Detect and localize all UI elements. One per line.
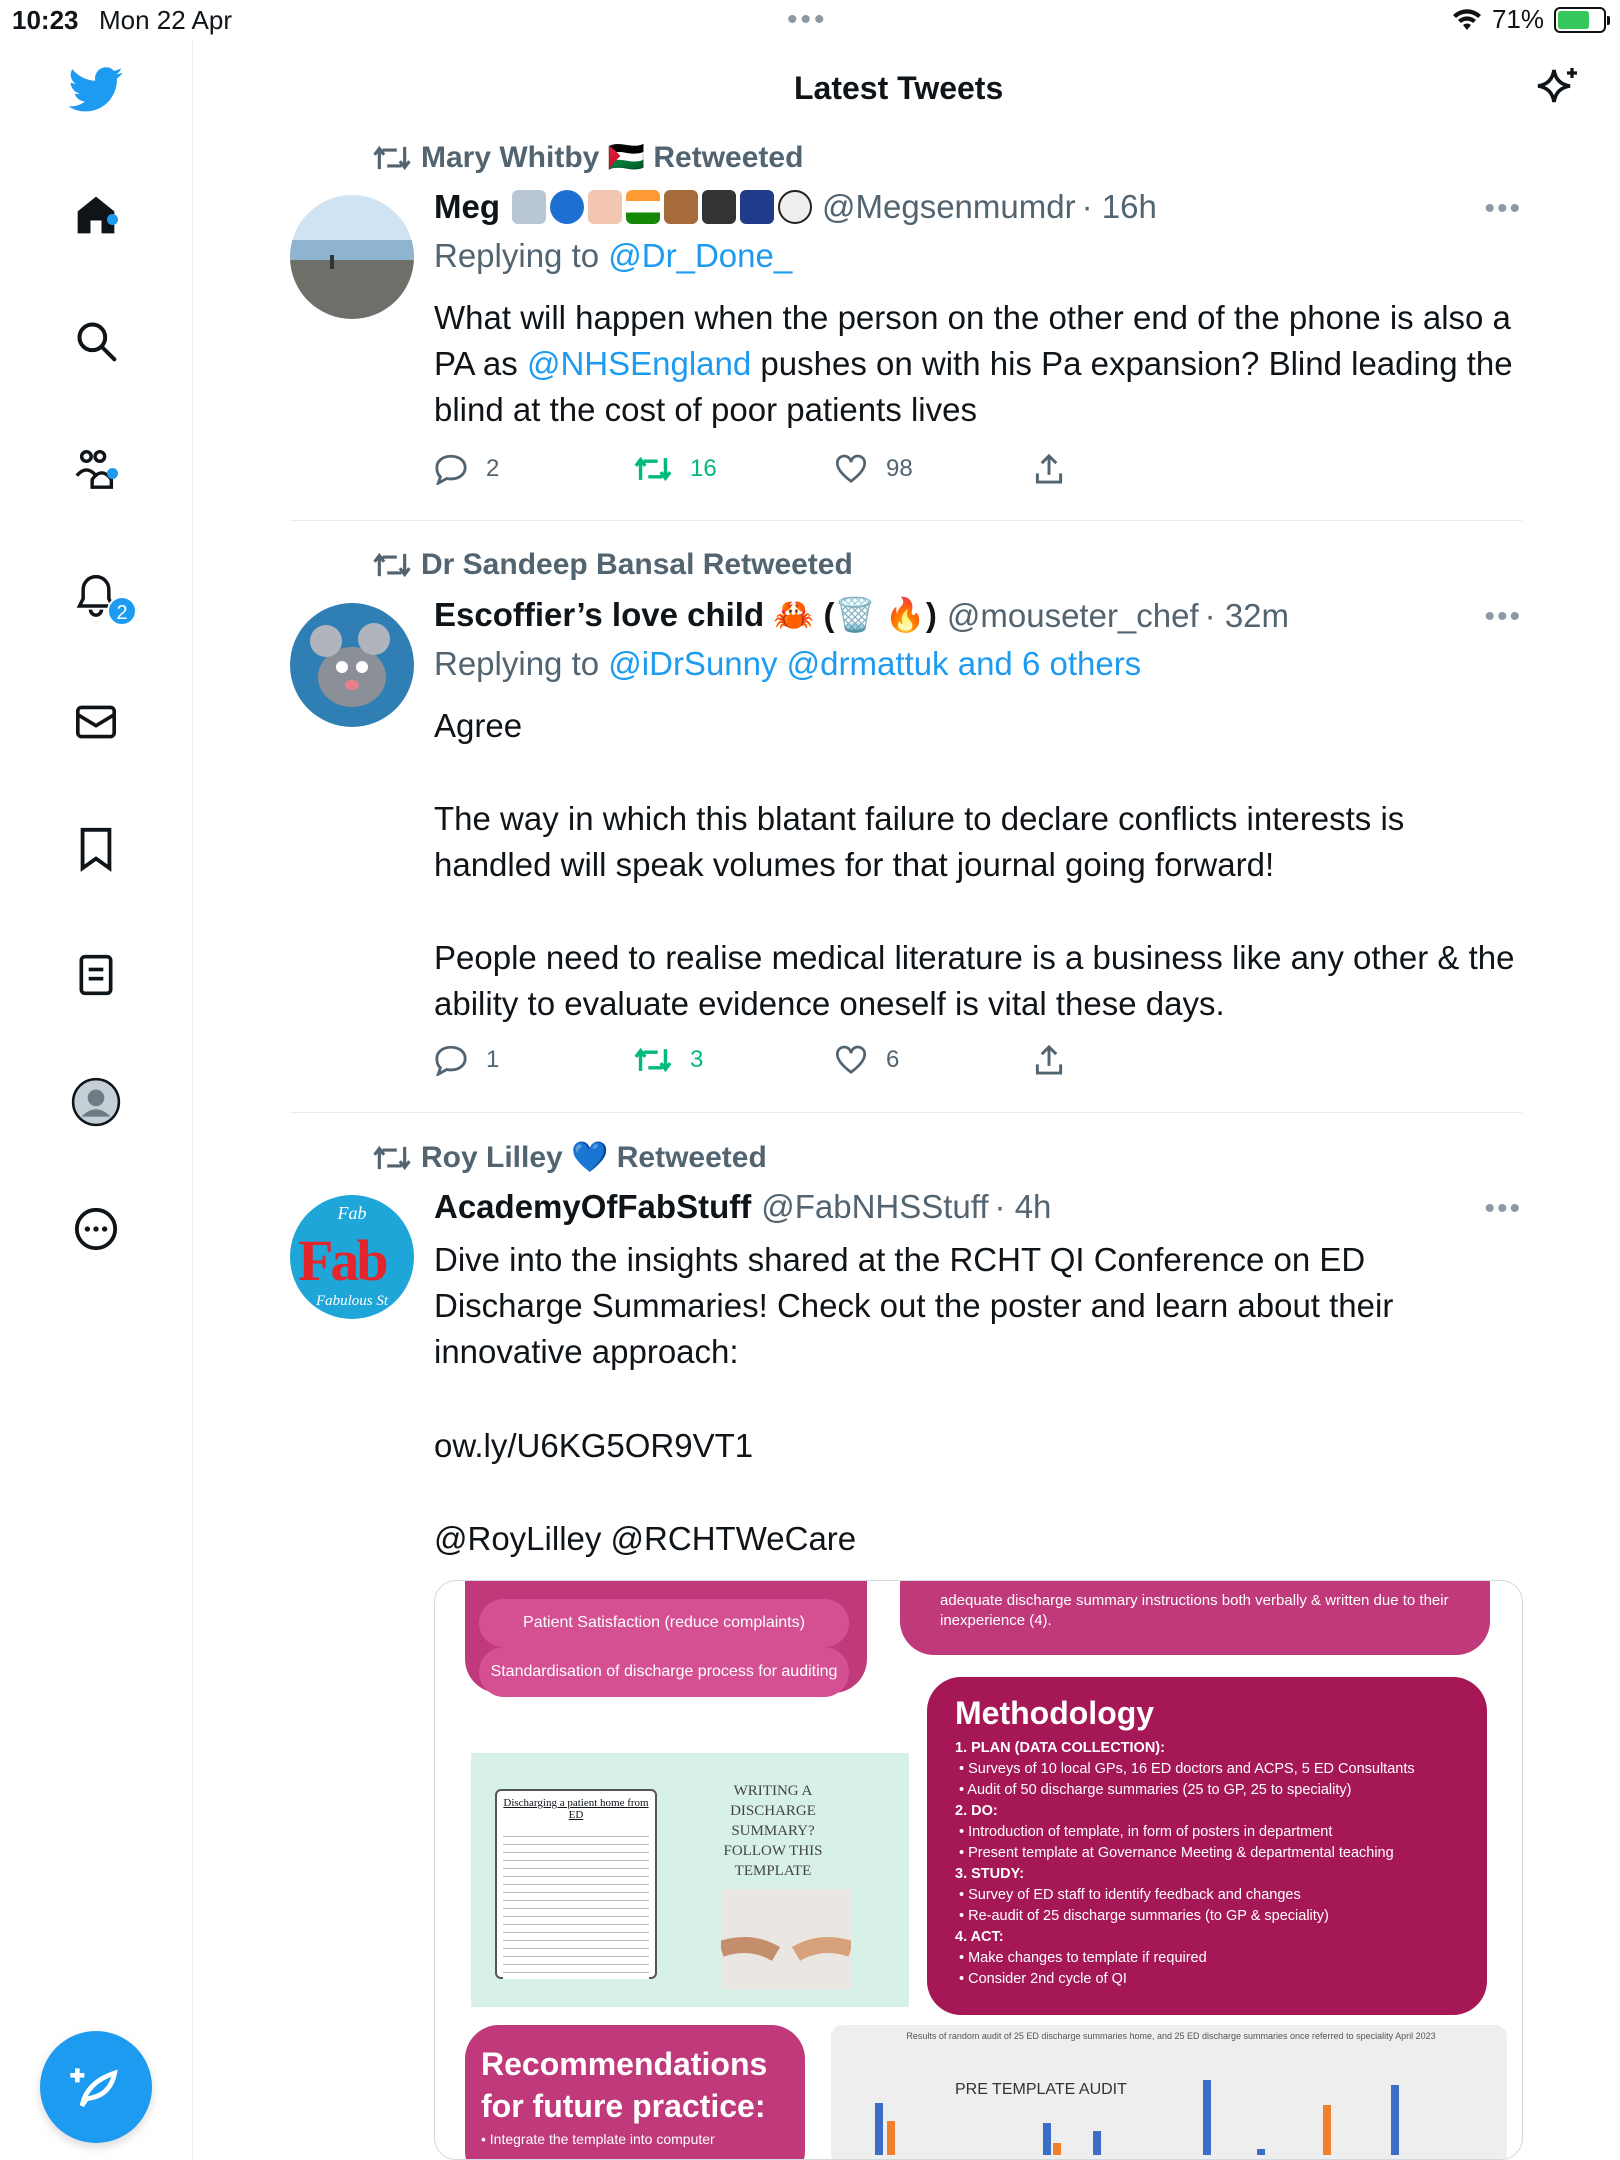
replying-label: Replying to bbox=[434, 237, 600, 274]
short-url-link[interactable]: ow.ly/U6KG5OR9VT1 bbox=[434, 1427, 754, 1464]
methodology-title: Methodology bbox=[955, 1695, 1155, 1731]
retweet-icon bbox=[634, 1046, 672, 1074]
mention-link[interactable]: @NHSEngland bbox=[526, 345, 752, 382]
methodology-list bbox=[955, 1738, 1459, 1990]
like-button[interactable] bbox=[834, 453, 1034, 485]
reply-mentions-link[interactable]: @iDrSunny @drmattuk and 6 others bbox=[608, 645, 1142, 682]
tweet-text-paragraph: Agree bbox=[434, 707, 523, 744]
poster-template-panel bbox=[471, 1753, 909, 2007]
audit-bar bbox=[1323, 2105, 1331, 2155]
messages-envelope-icon[interactable] bbox=[66, 692, 126, 752]
audit-bar bbox=[887, 2121, 895, 2155]
audit-bar bbox=[1391, 2085, 1399, 2155]
methodology-line: • Survey of ED staff to identify feedback and changes bbox=[959, 1887, 1301, 1903]
tweet-more-icon[interactable]: ••• bbox=[1484, 600, 1522, 633]
profile-avatar-icon[interactable] bbox=[66, 1072, 126, 1132]
mentions-link[interactable]: @RoyLilley @RCHTWeCare bbox=[434, 1520, 857, 1557]
tweet-text-paragraph: The way in which this blatant failure to declare conflicts interests is handled will speak volumes for that journal going forward! bbox=[434, 800, 1405, 883]
retweet-icon bbox=[634, 455, 672, 483]
replying-label: Replying to bbox=[434, 645, 600, 682]
avatar-logo-text: Fab bbox=[298, 1228, 386, 1293]
methodology-line: • Introduction of template, in form of posters in department bbox=[959, 1824, 1333, 1840]
avatar[interactable] bbox=[290, 603, 414, 727]
more-options-icon[interactable] bbox=[66, 1199, 126, 1259]
author-handle[interactable]: @Megsenmumdr bbox=[822, 188, 1076, 225]
like-count: 98 bbox=[886, 455, 913, 482]
multitask-dots[interactable]: ••• bbox=[787, 3, 828, 36]
battery-percent: 71% bbox=[1491, 4, 1544, 34]
author-name[interactable]: AcademyOfFabStuff bbox=[434, 1188, 752, 1225]
poster-pill: Patient Satisfaction (reduce complaints) bbox=[479, 1599, 849, 1647]
tweet[interactable] bbox=[290, 140, 1522, 520]
share-icon bbox=[1034, 453, 1064, 485]
retweet-count: 16 bbox=[690, 455, 717, 482]
methodology-line: 1. PLAN (DATA COLLECTION): bbox=[955, 1740, 1165, 1756]
communities-unread-dot bbox=[107, 468, 118, 479]
poster-template-document bbox=[495, 1789, 657, 1979]
audit-bar bbox=[1203, 2080, 1211, 2155]
methodology-line: 3. STUDY: bbox=[955, 1866, 1025, 1882]
tweet-divider bbox=[290, 1112, 1522, 1113]
template-doc-title: Discharging a patient home from ED bbox=[503, 1797, 649, 1821]
compose-feather-icon bbox=[68, 2059, 124, 2115]
tweet-actions bbox=[434, 1044, 1234, 1076]
tweet-text-part: pushes on with his Pa expansion? Blind leading the blind at the cost of poor patients lives bbox=[434, 345, 1513, 428]
methodology-line: 4. ACT: bbox=[955, 1929, 1004, 1945]
twitter-logo-icon[interactable] bbox=[66, 60, 126, 120]
heart-icon bbox=[834, 454, 868, 484]
avatar[interactable] bbox=[290, 1195, 414, 1319]
reply-mention-link[interactable]: @Dr_Done_ bbox=[608, 237, 793, 274]
status-date: Mon 22 Apr bbox=[99, 5, 232, 35]
audit-bar bbox=[1053, 2143, 1061, 2155]
tweet-more-icon[interactable]: ••• bbox=[1484, 192, 1522, 225]
home-icon[interactable] bbox=[66, 185, 126, 245]
share-icon bbox=[1034, 1044, 1064, 1076]
recommendations-title: Recommendations for future practice: bbox=[481, 2046, 768, 2124]
methodology-line: • Re-audit of 25 discharge summaries (to GP & speciality) bbox=[959, 1908, 1329, 1924]
compose-tweet-button[interactable] bbox=[40, 2031, 152, 2143]
page-title: Latest Tweets bbox=[794, 70, 1004, 106]
home-unread-dot bbox=[107, 214, 118, 225]
tweet-divider bbox=[290, 520, 1522, 521]
recommendations-line: • Integrate the template into computer bbox=[481, 2131, 715, 2147]
methodology-line: • Consider 2nd cycle of QI bbox=[959, 1971, 1127, 1987]
poster-audit-chart bbox=[831, 2025, 1507, 2160]
notifications-badge: 2 bbox=[107, 596, 137, 626]
tweet-text-paragraph: People need to realise medical literature is a business like any other & the ability to evaluate evidence oneself is vital these days. bbox=[434, 939, 1515, 1022]
avatar[interactable] bbox=[290, 195, 414, 319]
like-count: 6 bbox=[886, 1046, 900, 1073]
audit-bar bbox=[1257, 2149, 1265, 2155]
tweet[interactable] bbox=[290, 548, 1522, 1108]
sidebar bbox=[0, 40, 193, 2160]
reply-button[interactable] bbox=[434, 453, 634, 485]
methodology-line: • Make changes to template if required bbox=[959, 1950, 1207, 1966]
audit-bar bbox=[875, 2103, 883, 2155]
poster-background-panel: adequate discharge summary instructions both verbally & written due to their inexperience (4). bbox=[900, 1580, 1490, 1655]
timeline-header bbox=[194, 40, 1620, 140]
avatar-top-text: Fab bbox=[337, 1203, 367, 1223]
tweet-text-paragraph: Dive into the insights shared at the RCHT QI Conference on ED Discharge Summaries! Check out the poster and learn about their innovative approach: bbox=[434, 1241, 1394, 1370]
retweet-indicator-icon bbox=[373, 143, 411, 173]
author-handle[interactable]: @FabNHSStuff bbox=[761, 1188, 989, 1225]
poster-methodology-panel bbox=[927, 1677, 1487, 2015]
avatar-bottom-text: Fabulous St bbox=[315, 1293, 389, 1309]
bookmarks-icon[interactable] bbox=[66, 819, 126, 879]
tweet-time: · 4h bbox=[994, 1188, 1052, 1225]
tweet-text-part: What will happen when the person on the other end of the phone is also a PA as bbox=[434, 299, 1511, 382]
like-button[interactable] bbox=[834, 1044, 1034, 1076]
methodology-line: • Audit of 50 discharge summaries (25 to GP, 25 to speciality) bbox=[959, 1782, 1352, 1798]
tweet-more-icon[interactable]: ••• bbox=[1484, 1192, 1522, 1225]
audit-chart-label: PRE TEMPLATE AUDIT bbox=[955, 2081, 1127, 2098]
tweet-time: · 32m bbox=[1204, 596, 1290, 634]
reply-button[interactable] bbox=[434, 1044, 634, 1076]
retweeted-by: Dr Sandeep Bansal Retweeted bbox=[421, 548, 853, 581]
tweet-image-poster[interactable] bbox=[434, 1580, 1523, 2160]
methodology-line: 2. DO: bbox=[955, 1803, 998, 1819]
share-button[interactable] bbox=[1034, 1044, 1234, 1076]
retweet-indicator-icon bbox=[373, 550, 411, 580]
reply-icon bbox=[434, 453, 468, 485]
author-name[interactable]: Escoffier’s love child 🦀 (🗑️ 🔥) bbox=[434, 596, 937, 633]
sparkle-icon[interactable] bbox=[1534, 66, 1582, 119]
methodology-line: • Present template at Governance Meeting & departmental teaching bbox=[959, 1845, 1394, 1861]
audit-chart-bars bbox=[831, 2025, 1507, 2160]
audit-bar bbox=[1043, 2123, 1051, 2155]
poster-recommendations-panel bbox=[465, 2025, 805, 2160]
handshake-photo bbox=[721, 1889, 851, 1989]
retweet-button[interactable] bbox=[634, 453, 834, 485]
tweet-actions bbox=[434, 453, 1234, 485]
lists-icon[interactable] bbox=[66, 945, 126, 1005]
search-icon[interactable] bbox=[66, 311, 126, 371]
author-handle[interactable]: @mouseter_chef bbox=[946, 596, 1199, 634]
writing-template-text: WRITING A DISCHARGE SUMMARY? FOLLOW THIS TEMPLATE bbox=[723, 1783, 823, 1879]
share-button[interactable] bbox=[1034, 453, 1234, 485]
audit-chart-title: Results of random audit of 25 ED discharge summaries home, and 25 ED discharge summaries once referred to speciality April 2023 bbox=[906, 2031, 1436, 2041]
status-bar bbox=[0, 0, 1620, 40]
retweet-count: 3 bbox=[690, 1046, 704, 1073]
template-doc-lines bbox=[503, 1829, 649, 1979]
battery-icon bbox=[1554, 7, 1606, 33]
reply-icon bbox=[434, 1044, 468, 1076]
poster-pill: Standardisation of discharge process for auditing bbox=[479, 1647, 849, 1697]
retweet-button[interactable] bbox=[634, 1044, 834, 1076]
retweeted-by: Roy Lilley 💙 Retweeted bbox=[421, 1141, 767, 1174]
reply-count: 1 bbox=[486, 1046, 500, 1073]
wifi-icon bbox=[1452, 8, 1482, 32]
retweet-indicator-icon bbox=[373, 1143, 411, 1173]
status-time: 10:23 bbox=[12, 5, 79, 35]
tweet-time: · 16h bbox=[1081, 188, 1157, 225]
methodology-line: • Surveys of 10 local GPs, 16 ED doctors and ACPS, 5 ED Consultants bbox=[959, 1761, 1415, 1777]
audit-bar bbox=[1093, 2131, 1101, 2155]
communities-icon[interactable] bbox=[66, 438, 126, 498]
retweeted-by: Mary Whitby 🇵🇸 Retweeted bbox=[421, 141, 804, 174]
name-emoji-icons bbox=[508, 190, 812, 224]
heart-icon bbox=[834, 1045, 868, 1075]
tweet-text bbox=[434, 295, 1519, 433]
reply-count: 2 bbox=[486, 455, 500, 482]
author-name[interactable]: Meg bbox=[434, 188, 500, 225]
